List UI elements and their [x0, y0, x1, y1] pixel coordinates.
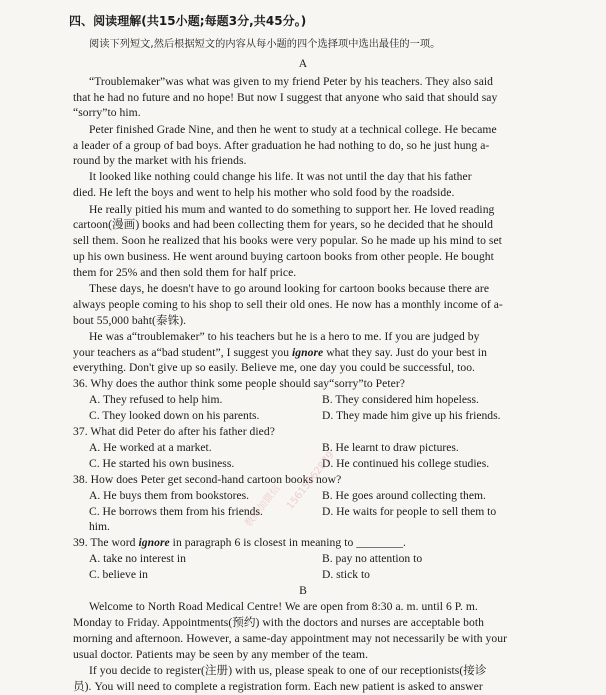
passage-line-text: your teachers as a“bad student”, I suggest you	[73, 346, 293, 359]
passage-line: bout 55,000 baht(泰铢).	[73, 314, 187, 327]
question-37-stem: 37. What did Peter do after his father died?	[73, 425, 275, 438]
q39-option-a[interactable]: A. take no interest in	[89, 552, 186, 565]
q39-stem-post: in paragraph 6 is closest in meaning to ________.	[169, 536, 406, 549]
q38-option-c[interactable]: C. He borrows them from his friends.	[89, 505, 263, 518]
q36-option-b[interactable]: B. They considered him hopeless.	[322, 393, 479, 406]
passage-line: them for 25% and then sold them for half price.	[73, 266, 297, 279]
passage-line: If you decide to register(注册) with us, please speak to one of our receptionists(接诊	[89, 664, 487, 677]
passage-line: that he had no future and no hope! But now I suggest that anyone who said that should say	[73, 91, 498, 104]
passage-line: He really pitied his mum and wanted to do something to support her. He loved reading	[89, 203, 495, 216]
q37-option-c[interactable]: C. He started his own business.	[89, 457, 235, 470]
passage-line: a leader of a group of bad boys. After graduation he had nothing to do, so he just hung a-	[73, 139, 490, 152]
passage-line: up his own business. He went around buying cartoon books from other people. He bought	[73, 250, 494, 263]
q39-ignore-word: ignore	[138, 536, 170, 549]
q36-option-c[interactable]: C. They looked down on his parents.	[89, 409, 260, 422]
passage-a-label: A	[298, 57, 308, 70]
section-header: 四、阅读理解(共15小题;每题3分,共45分。)	[69, 14, 307, 28]
q39-option-d[interactable]: D. stick to	[322, 568, 370, 581]
instruction-text: 阅读下列短文,然后根据短文的内容从每小题的四个选择项中选出最佳的一项。	[89, 39, 441, 50]
passage-line: “Troublemaker”was what was given to my friend Peter by his teachers. They also said	[89, 75, 494, 88]
passage-line: morning and afternoon. However, a same-day appointment may not necessarily be with your	[73, 632, 508, 645]
ignore-word: ignore	[292, 346, 324, 359]
passage-line: always people coming to his shop to sell their old ones. He now has a monthly income of a-	[73, 298, 503, 311]
passage-line: cartoon(漫画) books and had been collecting them for years, so he decided that he should	[73, 218, 493, 231]
passage-line: everything. Don't give up so easily. Believe me, one day you could be successful, too.	[73, 361, 475, 374]
passage-line: died. He left the boys and went to help his mother who sold food by the roadside.	[73, 186, 455, 199]
q38-option-d-wrap: him.	[89, 520, 110, 533]
passage-line: sell them. Soon he realized that his books were very popular. So he made up his mind to set	[73, 234, 502, 247]
passage-line: Monday to Friday. Appointments(预约) with the doctors and nurses are acceptable both	[73, 616, 484, 629]
question-39-stem	[73, 535, 406, 551]
q37-option-b[interactable]: B. He learnt to draw pictures.	[322, 441, 459, 454]
passage-line: 员). You will need to complete a registration form. Each new patient is asked to answer	[73, 680, 483, 693]
q37-option-d[interactable]: D. He continued his college studies.	[322, 457, 490, 470]
q39-option-c[interactable]: C. believe in	[89, 568, 148, 581]
passage-line-with-ignore	[73, 345, 487, 361]
q36-option-d[interactable]: D. They made him give up his friends.	[322, 409, 501, 422]
passage-line: It looked like nothing could change his life. It was not until the day that his father	[89, 170, 472, 183]
q38-option-d[interactable]: D. He waits for people to sell them to	[322, 505, 497, 518]
question-36-stem: 36. Why does the author think some people should say“sorry”to Peter?	[73, 377, 405, 390]
passage-b-label: B	[299, 584, 307, 597]
q39-stem-pre: 39. The word	[73, 536, 139, 549]
watermark-text: 教师加微信	[243, 483, 283, 530]
passage-line: These days, he doesn't have to go around looking for cartoon books because there are	[89, 282, 490, 295]
q36-option-a[interactable]: A. They refused to help him.	[89, 393, 223, 406]
passage-line: Peter finished Grade Nine, and then he went to study at a technical college. He became	[89, 123, 497, 136]
q38-option-b[interactable]: B. He goes around collecting them.	[322, 489, 486, 502]
passage-line: round by the market with his friends.	[73, 154, 247, 167]
passage-line: He was a“troublemaker” to his teachers but he is a hero to me. If you are judged by	[89, 330, 480, 343]
watermark-number: 15615862879	[285, 449, 337, 512]
question-38-stem: 38. How does Peter get second-hand cartoon books now?	[73, 473, 342, 486]
passage-line: “sorry”to him.	[73, 106, 141, 119]
passage-line: usual doctor. Patients may be seen by any member of the team.	[73, 648, 369, 661]
passage-line: Welcome to North Road Medical Centre! We are open from 8:30 a. m. until 6 P. m.	[89, 600, 478, 613]
passage-line-tail: what they say. Just do your best in	[323, 346, 487, 359]
q37-option-a[interactable]: A. He worked at a market.	[89, 441, 212, 454]
q38-option-a[interactable]: A. He buys them from bookstores.	[89, 489, 250, 502]
q39-option-b[interactable]: B. pay no attention to	[322, 552, 423, 565]
